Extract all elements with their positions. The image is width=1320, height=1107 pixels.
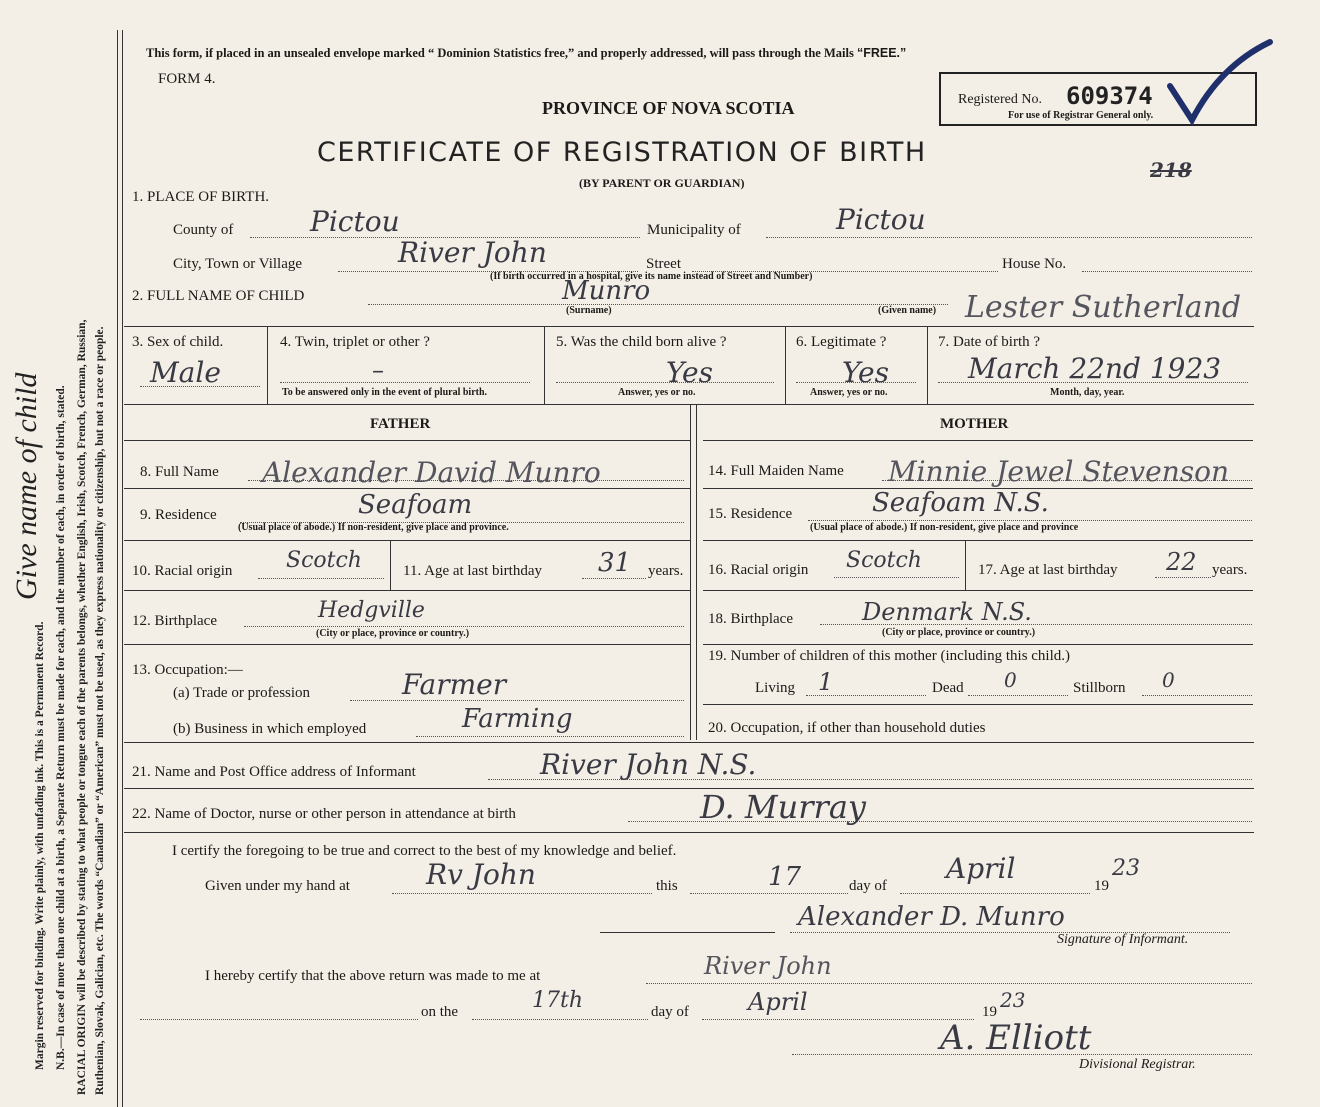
margin-note-binding: Margin reserved for binding. Write plainly, with unfading ink. This is a Permanent Record. <box>34 621 46 1070</box>
mother-name-label: 14. Full Maiden Name <box>708 463 844 479</box>
informant-label: 21. Name and Post Office address of Informant <box>132 764 416 780</box>
father-birthplace-note: (City or place, province or country.) <box>316 628 470 639</box>
registrar-month: April <box>748 988 808 1016</box>
municipality-label: Municipality of <box>647 222 741 238</box>
county-value: Pictou <box>310 205 400 238</box>
registrar-statement: I hereby certify that the above return was made to me at <box>205 968 541 984</box>
father-age: 31 <box>598 548 632 578</box>
form-number: FORM 4. <box>158 71 216 87</box>
living-label: Living <box>755 680 795 696</box>
struck-number: 218 <box>1150 158 1192 182</box>
registrar-note: For use of Registrar General only. <box>1008 110 1154 121</box>
stillborn-value: 0 <box>1162 668 1175 692</box>
twin-note: To be answered only in the event of plural birth. <box>282 387 488 398</box>
mother-racial: Scotch <box>846 548 922 573</box>
certify-statement: I certify the foregoing to be true and correct to the best of my knowledge and belief. <box>172 843 677 859</box>
certificate-title: CERTIFICATE OF REGISTRATION OF BIRTH <box>317 137 927 168</box>
city-label: City, Town or Village <box>173 256 303 272</box>
mother-name: Minnie Jewel Stevenson <box>888 455 1229 488</box>
mother-residence-label: 15. Residence <box>708 506 793 522</box>
registrar-year: 23 <box>1000 988 1026 1012</box>
dob-label: 7. Date of birth ? <box>938 334 1041 350</box>
father-residence-note: (Usual place of abode.) If non-resident, give place and province. <box>238 522 509 533</box>
twin-label: 4. Twin, triplet or other ? <box>280 334 430 350</box>
children-count-label: 19. Number of children of this mother (including this child.) <box>708 648 1071 664</box>
living-value: 1 <box>818 668 834 696</box>
mother-age-label: 17. Age at last birthday <box>978 562 1118 578</box>
child-given-name: Lester Sutherland <box>965 290 1242 325</box>
margin-note-racial: RACIAL ORIGIN will be described by stating to what people or tongue each of the parents belongs, whether English, Irish, Scotch, French, German, Russian, <box>76 319 88 1095</box>
given-place: Rv John <box>426 858 536 891</box>
doctor-value: D. Murray <box>700 788 866 826</box>
mother-heading: MOTHER <box>940 416 1009 432</box>
certify-year-prefix: 19 <box>1094 878 1109 894</box>
registrar-year-prefix: 19 <box>982 1004 997 1020</box>
dead-label: Dead <box>932 680 964 696</box>
legitimate-note: Answer, yes or no. <box>810 387 888 398</box>
registered-number: 609374 <box>1066 82 1153 110</box>
given-hand-label: Given under my hand at <box>205 878 350 894</box>
legitimate-value: Yes <box>842 356 889 389</box>
registrar-signature: A. Elliott <box>940 1018 1092 1058</box>
signature-label: Signature of Informant. <box>1057 932 1189 947</box>
occupation-label: 13. Occupation:— <box>132 662 243 678</box>
registrar-place: River John <box>704 952 832 980</box>
onthe-label: on the <box>421 1004 459 1020</box>
certify-day: 17 <box>768 862 802 892</box>
hospital-note: (If birth occurred in a hospital, give its name instead of Street and Number) <box>490 271 813 282</box>
municipality-value: Pictou <box>836 203 926 236</box>
registered-label: Registered No. <box>958 92 1042 107</box>
alive-label: 5. Was the child born alive ? <box>556 334 727 350</box>
father-residence-label: 9. Residence <box>140 507 217 523</box>
father-residence: Seafoam <box>358 490 473 520</box>
certify-year: 23 <box>1112 856 1140 881</box>
legitimate-label: 6. Legitimate ? <box>796 334 887 350</box>
certify-month: April <box>946 852 1016 885</box>
child-name-label: 2. FULL NAME OF CHILD <box>132 288 305 304</box>
registrar-dayof-label: day of <box>651 1004 689 1020</box>
province-heading: PROVINCE OF NOVA SCOTIA <box>542 98 795 118</box>
mother-racial-label: 16. Racial origin <box>708 562 809 578</box>
alive-value: Yes <box>666 356 713 389</box>
father-birthplace-label: 12. Birthplace <box>132 613 217 629</box>
dead-value: 0 <box>1004 668 1017 692</box>
checkmark-icon <box>1160 36 1280 126</box>
place-heading: 1. PLACE OF BIRTH. <box>132 189 270 205</box>
mother-birthplace: Denmark N.S. <box>862 598 1032 626</box>
street-label: Street <box>646 256 681 272</box>
county-label: County of <box>173 222 234 238</box>
father-racial-label: 10. Racial origin <box>132 563 233 579</box>
father-heading: FATHER <box>370 416 431 432</box>
margin-note-nb: N.B.—In case of more than one child at a birth, a Separate Return must be made for each, and the number of each, in order of birth, stated. <box>55 385 67 1070</box>
certificate-subtitle: (BY PARENT OR GUARDIAN) <box>579 176 745 190</box>
father-racial: Scotch <box>286 548 362 573</box>
city-value: River John <box>398 236 547 269</box>
alive-note: Answer, yes or no. <box>618 387 696 398</box>
father-name-label: 8. Full Name <box>140 464 219 480</box>
father-birthplace: Hedgville <box>318 598 425 623</box>
stillborn-label: Stillborn <box>1073 680 1126 696</box>
registrar-title: Divisional Registrar. <box>1079 1057 1196 1072</box>
margin-rule-2 <box>122 30 123 1107</box>
dob-note: Month, day, year. <box>1050 387 1125 398</box>
mother-residence-note: (Usual place of abode.) If non-resident, give place and province <box>810 522 1079 533</box>
margin-rule <box>117 30 118 1107</box>
house-label: House No. <box>1002 256 1067 272</box>
father-name: Alexander David Munro <box>262 456 601 489</box>
mail-note: This form, if placed in an unsealed envelope marked “ Dominion Statistics free,” and properly addressed, will pass through the Mails “FREE.” <box>146 46 907 60</box>
margin-handwritten-note: Give name of child <box>10 372 43 600</box>
father-age-label: 11. Age at last birthday <box>403 563 542 579</box>
trade-label: (a) Trade or profession <box>173 685 311 701</box>
mother-years: years. <box>1212 562 1248 578</box>
surname-label: (Surname) <box>566 305 612 316</box>
doctor-label: 22. Name of Doctor, nurse or other person in attendance at birth <box>132 806 516 822</box>
trade-value: Farmer <box>402 668 507 701</box>
mother-birthplace-label: 18. Birthplace <box>708 611 793 627</box>
given-name-label: (Given name) <box>878 305 937 316</box>
sex-value: Male <box>150 356 221 389</box>
margin-note-racial-2: Ruthenian, Slovak, Galician, etc. The words “Canadian” or “American” must not be used, as they express nationality or citizenship, but not a race or people. <box>94 326 106 1095</box>
business-label: (b) Business in which employed <box>173 721 367 737</box>
dayof-label: day of <box>849 878 887 894</box>
sex-label: 3. Sex of child. <box>132 334 224 350</box>
mother-age: 22 <box>1166 548 1197 576</box>
father-years: years. <box>648 563 684 579</box>
dob-value: March 22nd 1923 <box>968 352 1222 385</box>
mother-occupation-label: 20. Occupation, if other than household duties <box>708 720 986 736</box>
this-label: this <box>656 878 678 894</box>
twin-value: – <box>372 356 384 384</box>
blank-signature-line <box>600 932 775 933</box>
informant-signature: Alexander D. Munro <box>798 902 1065 932</box>
mother-residence: Seafoam N.S. <box>872 488 1049 518</box>
child-surname: Munro <box>562 276 651 306</box>
registrar-day: 17th <box>532 988 584 1013</box>
informant-value: River John N.S. <box>540 748 757 781</box>
mother-birthplace-note: (City or place, province or country.) <box>882 627 1036 638</box>
business-value: Farming <box>462 704 573 734</box>
